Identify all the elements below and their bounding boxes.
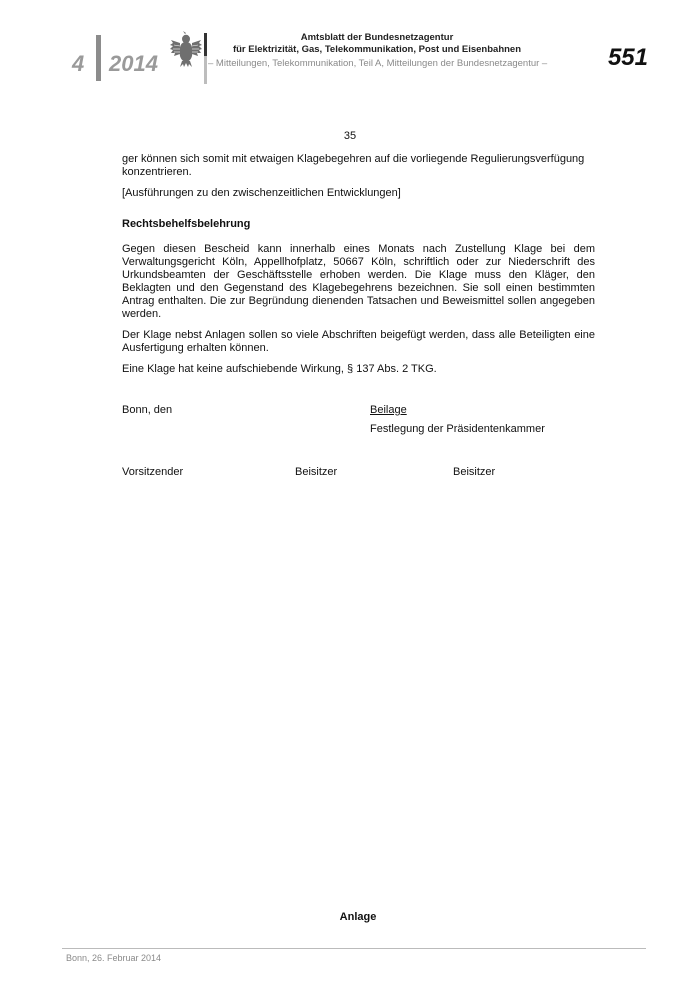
paragraph-copies: Der Klage nebst Anlagen sollen so viele Abschriften beigefügt werden, dass alle Beteiligten eine Ausfertigung erhalten können. — [122, 329, 595, 354]
signatory-assessor-1: Beisitzer — [295, 466, 338, 478]
paragraph-continuation: ger können sich somit mit etwaigen Klagebegehren auf die vorliegende Regulierungsverfügung konzentrieren. — [122, 153, 585, 178]
gazette-title-line2: für Elektrizität, Gas, Telekommunikation, Post und Eisenbahnen — [232, 43, 522, 55]
page-number: 551 — [607, 44, 648, 71]
paragraph-legal-remedy: Gegen diesen Bescheid kann innerhalb eines Monats nach Zustellung Klage bei dem Verwaltungsgericht Köln, Appellhofplatz, 50667 Köln, schriftlich oder zur Niederschrift des Urkundsbeamten der Geschäftsstelle erhoben werden. Die Klage muss den Kläger, den Beklagten und den Gegenstand des Klagebegehrens bezeichnen. Sie soll einen bestimmten Antrag enthalten. Die zur Begründung dienenden Tatsachen und Beweismittel sollen angegeben werden. — [122, 243, 595, 320]
federal-eagle-icon — [170, 30, 202, 68]
enclosure-text: Festlegung der Präsidentenkammer — [370, 423, 545, 435]
issue-indicator — [72, 46, 158, 82]
signatory-chair: Vorsitzender — [122, 466, 184, 478]
paragraph-placeholder: [Ausführungen zu den zwischenzeitlichen Entwicklungen] — [122, 187, 401, 199]
gazette-title-line1: Amtsblatt der Bundesnetzagentur — [300, 32, 454, 43]
footer-place-date: Bonn, 26. Februar 2014 — [66, 953, 162, 963]
document-body — [122, 153, 595, 384]
paragraph-no-suspensive-effect: Eine Klage hat keine aufschiebende Wirkung, § 137 Abs. 2 TKG. — [122, 363, 437, 375]
signatory-assessor-2: Beisitzer — [453, 466, 496, 478]
issue-divider — [96, 35, 101, 81]
footer-divider — [62, 948, 646, 949]
issue-year: 2014 — [109, 51, 158, 76]
inner-page-number: 35 — [343, 130, 357, 142]
annex-label: Anlage — [339, 911, 377, 923]
gazette-title — [212, 32, 542, 55]
section-heading: Rechtsbehelfsbelehrung — [122, 218, 251, 230]
gazette-subtitle: – Mitteilungen, Telekommunikation, Teil A, Mitteilungen der Bundesnetzagentur – — [208, 58, 548, 69]
enclosure-label: Beilage — [370, 404, 407, 416]
place-date: Bonn, den — [122, 404, 173, 416]
issue-number: 4 — [72, 51, 85, 76]
header-divider-lower — [204, 56, 207, 84]
